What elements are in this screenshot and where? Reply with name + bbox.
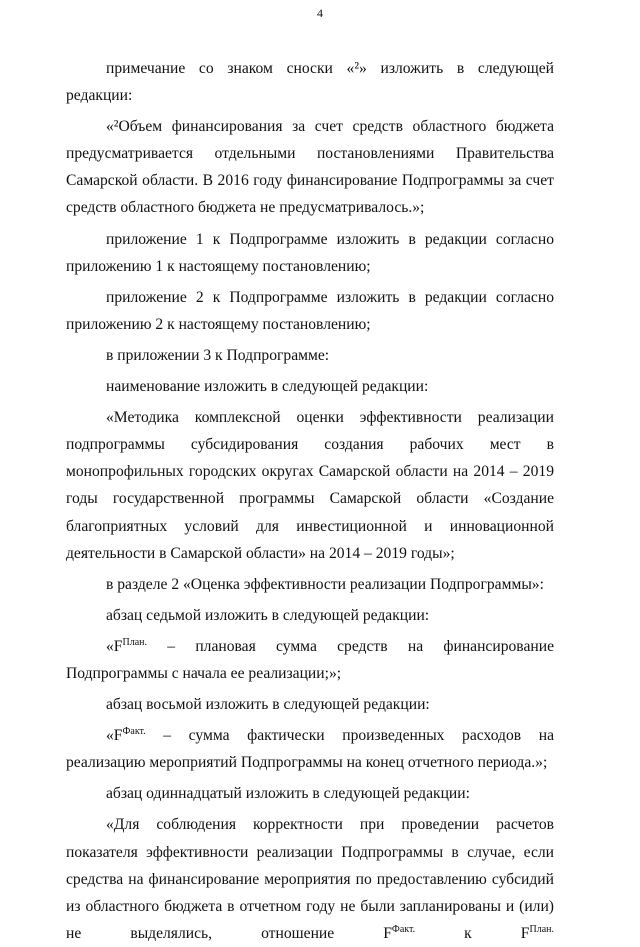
paragraph-appendix-2: приложение 2 к Подпрограмме изложить в редакции согласно приложению 2 к настоящему постановлению;	[66, 288, 554, 333]
paragraph-f-plan-definition	[66, 633, 554, 687]
paragraph-f-fact-definition	[66, 722, 554, 776]
paragraph-correctness-quote	[66, 811, 554, 946]
formula-f-plan: «F	[106, 637, 123, 655]
document-body	[66, 55, 554, 947]
superscript-fact-2: Факт.	[391, 923, 416, 935]
paragraph-eleventh-abzac: абзац одиннадцатый изложить в следующей редакции:	[106, 785, 470, 803]
paragraph-appendix-3-intro: в приложении 3 к Подпрограмме:	[106, 346, 330, 364]
paragraph-appendix-1: приложение 1 к Подпрограмме изложить в редакции согласно приложению 1 к настоящему постановлению;	[66, 230, 554, 275]
f-plan-description: – плановая сумма средств на финансирование Подпрограммы с начала ее реализации;»;	[66, 637, 554, 682]
superscript-plan: План.	[122, 636, 147, 648]
paragraph-name-change: наименование изложить в следующей редакции:	[106, 378, 429, 396]
superscript-plan-2: План.	[529, 923, 554, 935]
page-number: 4	[317, 6, 323, 20]
paragraph-footnote-note: примечание со знаком сноски «²» изложить в следующей редакции:	[66, 60, 554, 105]
paragraph-eighth-abzac: абзац восьмой изложить в следующей редакции:	[106, 696, 430, 714]
paragraph-financing-quote: «²Объем финансирования за счет средств областного бюджета предусматривается отдельными постановлениями Правительства Самарской области. В 2016 году финансирование Подпрограммы за счет средств областного бюджета не предусматривалось.»;	[66, 118, 554, 217]
formula-f-fact: «F	[106, 727, 123, 745]
paragraph-section-2: в разделе 2 «Оценка эффективности реализации Подпрограммы»:	[106, 575, 544, 593]
paragraph-methodology-title: «Методика комплексной оценки эффективности реализации подпрограммы субсидирования создания рабочих мест в монопрофильных городских округах Самарской области на 2014 – 2019 годы государственной программы Самарской области «Создание благоприятных условий для инвестиционной и инновационной деятельности в Самарской области» на 2014 – 2019 годы»;	[66, 409, 554, 562]
f-fact-description: – сумма фактически произведенных расходов на реализацию мероприятий Подпрограммы на конец отчетного периода.»;	[66, 727, 554, 772]
correctness-text: «Для соблюдения корректности при проведении расчетов показателя эффективности реализации Подпрограммы в случае, если средства на финансирование мероприятия по предоставлению субсидий из областного бюджета в отчетном году не были запланированы и (или) не выделялись, отношение F	[66, 816, 554, 942]
correctness-text-mid: к F	[415, 924, 530, 942]
paragraph-seventh-abzac: абзац седьмой изложить в следующей редакции:	[106, 606, 430, 624]
superscript-fact: Факт.	[122, 726, 146, 738]
